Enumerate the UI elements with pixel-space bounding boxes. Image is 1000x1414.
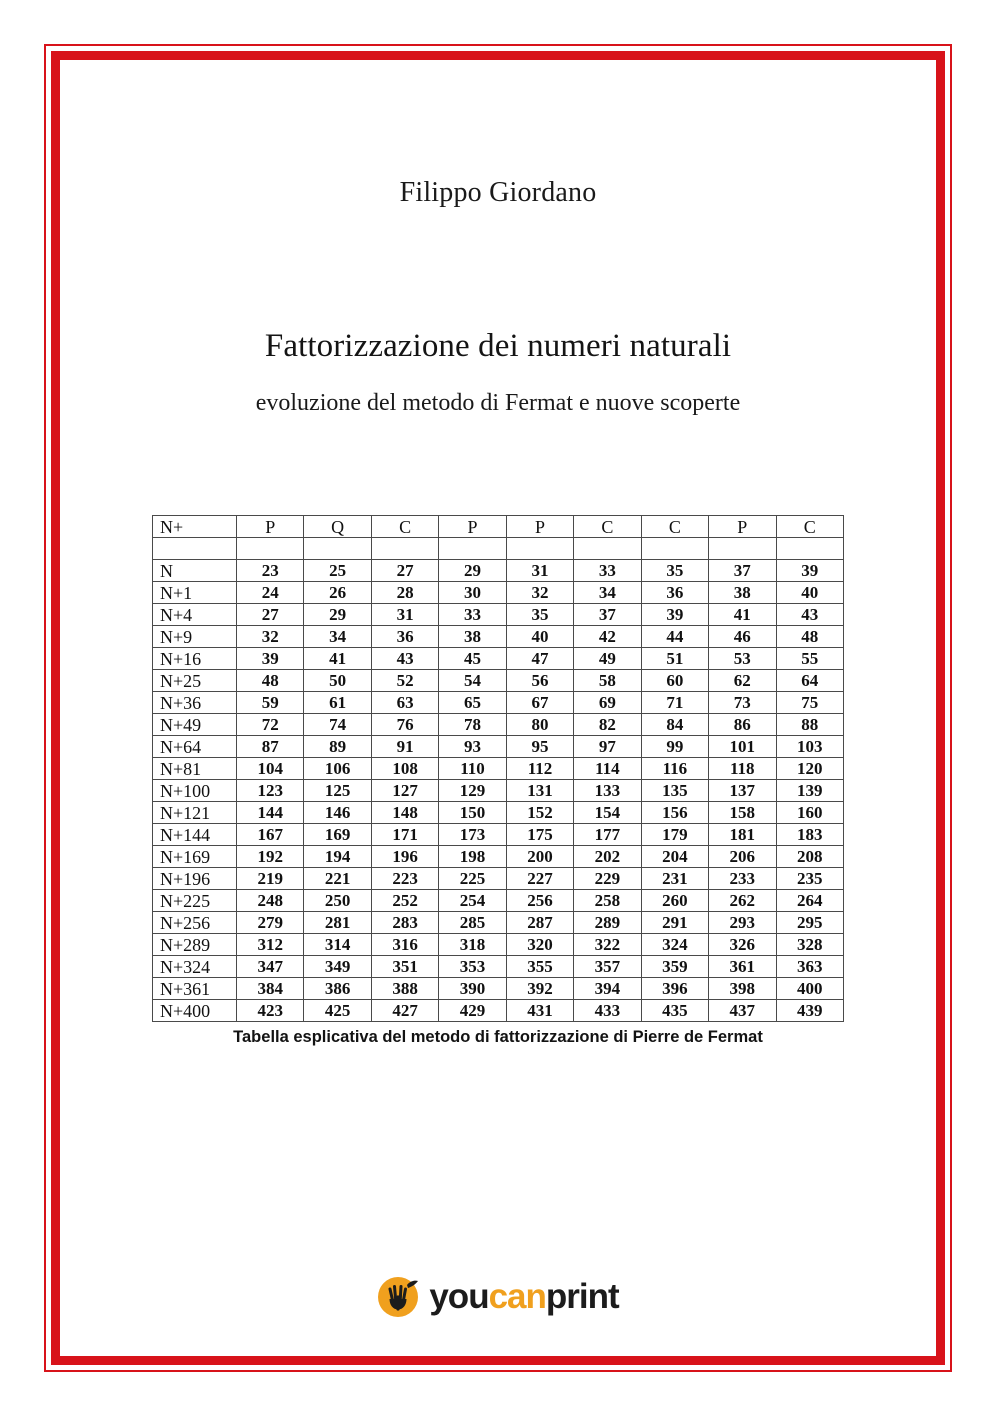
table-cell: 279 [237,912,304,934]
fermat-table-container [152,515,844,1022]
table-header-cell: P [709,516,776,538]
table-cell: 221 [304,868,371,890]
table-spacer-cell [371,538,438,560]
table-cell: 75 [776,692,844,714]
table-cell: 38 [709,582,776,604]
table-cell: 392 [506,978,573,1000]
table-cell: 39 [776,560,844,582]
table-row [153,956,844,978]
table-cell: 125 [304,780,371,802]
fermat-factorization-table [152,515,844,1022]
table-cell: 250 [304,890,371,912]
table-row-label: N+196 [153,868,237,890]
wordmark-can: can [488,1276,546,1316]
table-cell: 322 [574,934,641,956]
table-cell: 23 [237,560,304,582]
table-spacer-cell [574,538,641,560]
table-cell: 36 [641,582,708,604]
table-cell: 150 [439,802,506,824]
table-cell: 425 [304,1000,371,1022]
table-cell: 431 [506,1000,573,1022]
table-cell: 37 [709,560,776,582]
table-cell: 80 [506,714,573,736]
table-cell: 137 [709,780,776,802]
table-cell: 254 [439,890,506,912]
table-cell: 248 [237,890,304,912]
table-cell: 41 [304,648,371,670]
table-header-cell: C [641,516,708,538]
table-cell: 29 [304,604,371,626]
table-cell: 423 [237,1000,304,1022]
table-cell: 229 [574,868,641,890]
table-cell: 43 [776,604,844,626]
table-cell: 39 [641,604,708,626]
table-cell: 99 [641,736,708,758]
table-cell: 73 [709,692,776,714]
table-cell: 400 [776,978,844,1000]
table-cell: 289 [574,912,641,934]
table-cell: 192 [237,846,304,868]
table-cell: 27 [371,560,438,582]
table-cell: 61 [304,692,371,714]
table-cell: 318 [439,934,506,956]
table-row [153,670,844,692]
wordmark-you: you [429,1276,489,1316]
table-row-label: N+49 [153,714,237,736]
table-cell: 52 [371,670,438,692]
table-spacer-cell [304,538,371,560]
table-cell: 27 [237,604,304,626]
table-cell: 26 [304,582,371,604]
table-cell: 89 [304,736,371,758]
table-header-cell: Q [304,516,371,538]
table-cell: 152 [506,802,573,824]
hand-sprout-circle-icon [377,1273,423,1319]
table-cell: 293 [709,912,776,934]
table-cell: 146 [304,802,371,824]
table-cell: 55 [776,648,844,670]
table-row-label: N+9 [153,626,237,648]
table-cell: 123 [237,780,304,802]
table-cell: 200 [506,846,573,868]
table-row [153,582,844,604]
table-cell: 44 [641,626,708,648]
table-header-cell: P [439,516,506,538]
table-cell: 252 [371,890,438,912]
table-row-label: N+4 [153,604,237,626]
table-cell: 183 [776,824,844,846]
table-cell: 316 [371,934,438,956]
table-cell: 171 [371,824,438,846]
table-cell: 427 [371,1000,438,1022]
table-cell: 65 [439,692,506,714]
table-cell: 88 [776,714,844,736]
table-cell: 97 [574,736,641,758]
table-cell: 384 [237,978,304,1000]
table-cell: 127 [371,780,438,802]
table-cell: 355 [506,956,573,978]
table-cell: 49 [574,648,641,670]
table-cell: 78 [439,714,506,736]
table-header-cell: P [237,516,304,538]
table-row-label: N+400 [153,1000,237,1022]
table-cell: 56 [506,670,573,692]
table-cell: 59 [237,692,304,714]
table-cell: 28 [371,582,438,604]
table-cell: 347 [237,956,304,978]
table-cell: 43 [371,648,438,670]
table-cell: 87 [237,736,304,758]
table-cell: 281 [304,912,371,934]
table-cell: 32 [506,582,573,604]
table-row-label: N+16 [153,648,237,670]
table-cell: 196 [371,846,438,868]
table-row-label: N+25 [153,670,237,692]
table-cell: 47 [506,648,573,670]
table-row [153,626,844,648]
table-row-label: N+225 [153,890,237,912]
table-cell: 394 [574,978,641,1000]
table-cell: 40 [776,582,844,604]
table-cell: 30 [439,582,506,604]
table-cell: 25 [304,560,371,582]
table-cell: 198 [439,846,506,868]
table-cell: 231 [641,868,708,890]
table-row-label: N [153,560,237,582]
table-cell: 82 [574,714,641,736]
table-cell: 32 [237,626,304,648]
table-cell: 357 [574,956,641,978]
table-cell: 291 [641,912,708,934]
table-cell: 351 [371,956,438,978]
book-subtitle: evoluzione del metodo di Fermat e nuove scoperte [255,390,741,416]
table-cell: 169 [304,824,371,846]
table-cell: 388 [371,978,438,1000]
table-row [153,780,844,802]
book-title: Fattorizzazione dei numeri naturali [264,328,732,364]
table-cell: 63 [371,692,438,714]
table-row-label: N+361 [153,978,237,1000]
table-cell: 36 [371,626,438,648]
table-row [153,934,844,956]
table-cell: 51 [641,648,708,670]
table-cell: 110 [439,758,506,780]
table-cell: 158 [709,802,776,824]
table-cell: 206 [709,846,776,868]
table-cell: 54 [439,670,506,692]
table-cell: 131 [506,780,573,802]
table-cell: 34 [574,582,641,604]
table-row [153,758,844,780]
table-cell: 181 [709,824,776,846]
table-header-row-label: N+ [153,516,237,538]
table-row [153,890,844,912]
table-spacer-row [153,538,844,560]
table-cell: 101 [709,736,776,758]
table-cell: 363 [776,956,844,978]
table-cell: 173 [439,824,506,846]
table-row-label: N+289 [153,934,237,956]
table-cell: 53 [709,648,776,670]
table-header-cell: C [574,516,641,538]
table-cell: 433 [574,1000,641,1022]
table-cell: 179 [641,824,708,846]
table-cell: 95 [506,736,573,758]
table-cell: 435 [641,1000,708,1022]
table-cell: 156 [641,802,708,824]
table-cell: 227 [506,868,573,890]
table-cell: 202 [574,846,641,868]
table-spacer-cell [709,538,776,560]
table-cell: 398 [709,978,776,1000]
table-cell: 35 [641,560,708,582]
table-row-label: N+144 [153,824,237,846]
table-cell: 38 [439,626,506,648]
table-cell: 177 [574,824,641,846]
table-cell: 34 [304,626,371,648]
table-row [153,736,844,758]
table-cell: 144 [237,802,304,824]
table-cell: 175 [506,824,573,846]
table-cell: 326 [709,934,776,956]
table-cell: 24 [237,582,304,604]
table-cell: 37 [574,604,641,626]
table-caption: Tabella esplicativa del metodo di fattorizzazione di Pierre de Fermat [233,1028,763,1046]
table-cell: 129 [439,780,506,802]
table-cell: 116 [641,758,708,780]
table-cell: 386 [304,978,371,1000]
table-row [153,846,844,868]
table-spacer-cell [153,538,237,560]
table-cell: 114 [574,758,641,780]
table-cell: 258 [574,890,641,912]
table-cell: 46 [709,626,776,648]
table-cell: 324 [641,934,708,956]
table-cell: 233 [709,868,776,890]
table-row [153,714,844,736]
table-cell: 86 [709,714,776,736]
table-cell: 58 [574,670,641,692]
table-cell: 103 [776,736,844,758]
table-cell: 42 [574,626,641,648]
table-row [153,560,844,582]
table-cell: 84 [641,714,708,736]
publisher-wordmark [429,1276,619,1316]
table-cell: 106 [304,758,371,780]
table-header-cell: C [776,516,844,538]
author-name: Filippo Giordano [399,177,597,208]
publisher-logo [60,1273,936,1319]
table-cell: 219 [237,868,304,890]
table-cell: 33 [574,560,641,582]
table-cell: 396 [641,978,708,1000]
table-row [153,802,844,824]
wordmark-print: print [545,1276,619,1316]
table-cell: 353 [439,956,506,978]
table-row-label: N+169 [153,846,237,868]
table-cell: 312 [237,934,304,956]
table-row [153,824,844,846]
table-header-cell: P [506,516,573,538]
table-cell: 93 [439,736,506,758]
table-spacer-cell [506,538,573,560]
table-row-label: N+324 [153,956,237,978]
table-cell: 314 [304,934,371,956]
table-cell: 283 [371,912,438,934]
table-body [153,538,844,1022]
cover-content [60,60,936,1356]
table-cell: 133 [574,780,641,802]
table-cell: 439 [776,1000,844,1022]
table-row-label: N+64 [153,736,237,758]
table-cell: 349 [304,956,371,978]
table-cell: 71 [641,692,708,714]
table-cell: 112 [506,758,573,780]
table-row-label: N+36 [153,692,237,714]
table-cell: 287 [506,912,573,934]
table-cell: 361 [709,956,776,978]
table-cell: 208 [776,846,844,868]
table-cell: 320 [506,934,573,956]
table-cell: 64 [776,670,844,692]
table-cell: 390 [439,978,506,1000]
table-cell: 295 [776,912,844,934]
table-cell: 45 [439,648,506,670]
table-cell: 39 [237,648,304,670]
table-cell: 48 [776,626,844,648]
table-row [153,692,844,714]
table-cell: 204 [641,846,708,868]
table-cell: 50 [304,670,371,692]
table-cell: 167 [237,824,304,846]
table-cell: 48 [237,670,304,692]
table-cell: 67 [506,692,573,714]
table-cell: 41 [709,604,776,626]
table-cell: 359 [641,956,708,978]
table-cell: 31 [371,604,438,626]
table-row [153,912,844,934]
table-head [153,516,844,538]
table-row [153,868,844,890]
table-cell: 120 [776,758,844,780]
table-cell: 139 [776,780,844,802]
table-cell: 35 [506,604,573,626]
table-row [153,1000,844,1022]
table-header-row [153,516,844,538]
table-cell: 74 [304,714,371,736]
table-cell: 76 [371,714,438,736]
table-cell: 60 [641,670,708,692]
table-cell: 62 [709,670,776,692]
table-cell: 260 [641,890,708,912]
table-spacer-cell [439,538,506,560]
table-row-label: N+256 [153,912,237,934]
table-cell: 69 [574,692,641,714]
table-cell: 33 [439,604,506,626]
table-cell: 437 [709,1000,776,1022]
table-cell: 225 [439,868,506,890]
table-spacer-cell [237,538,304,560]
table-header-cell: C [371,516,438,538]
table-cell: 194 [304,846,371,868]
table-cell: 91 [371,736,438,758]
table-row-label: N+1 [153,582,237,604]
table-cell: 160 [776,802,844,824]
table-cell: 154 [574,802,641,824]
table-cell: 118 [709,758,776,780]
table-row-label: N+81 [153,758,237,780]
table-cell: 328 [776,934,844,956]
table-cell: 285 [439,912,506,934]
table-cell: 235 [776,868,844,890]
table-cell: 429 [439,1000,506,1022]
table-cell: 40 [506,626,573,648]
table-row-label: N+121 [153,802,237,824]
table-cell: 31 [506,560,573,582]
table-row [153,648,844,670]
table-cell: 264 [776,890,844,912]
table-cell: 135 [641,780,708,802]
table-spacer-cell [776,538,844,560]
table-cell: 148 [371,802,438,824]
table-spacer-cell [641,538,708,560]
table-row [153,978,844,1000]
table-cell: 262 [709,890,776,912]
table-cell: 223 [371,868,438,890]
table-row [153,604,844,626]
table-row-label: N+100 [153,780,237,802]
table-cell: 108 [371,758,438,780]
table-cell: 104 [237,758,304,780]
table-cell: 72 [237,714,304,736]
table-cell: 256 [506,890,573,912]
table-cell: 29 [439,560,506,582]
